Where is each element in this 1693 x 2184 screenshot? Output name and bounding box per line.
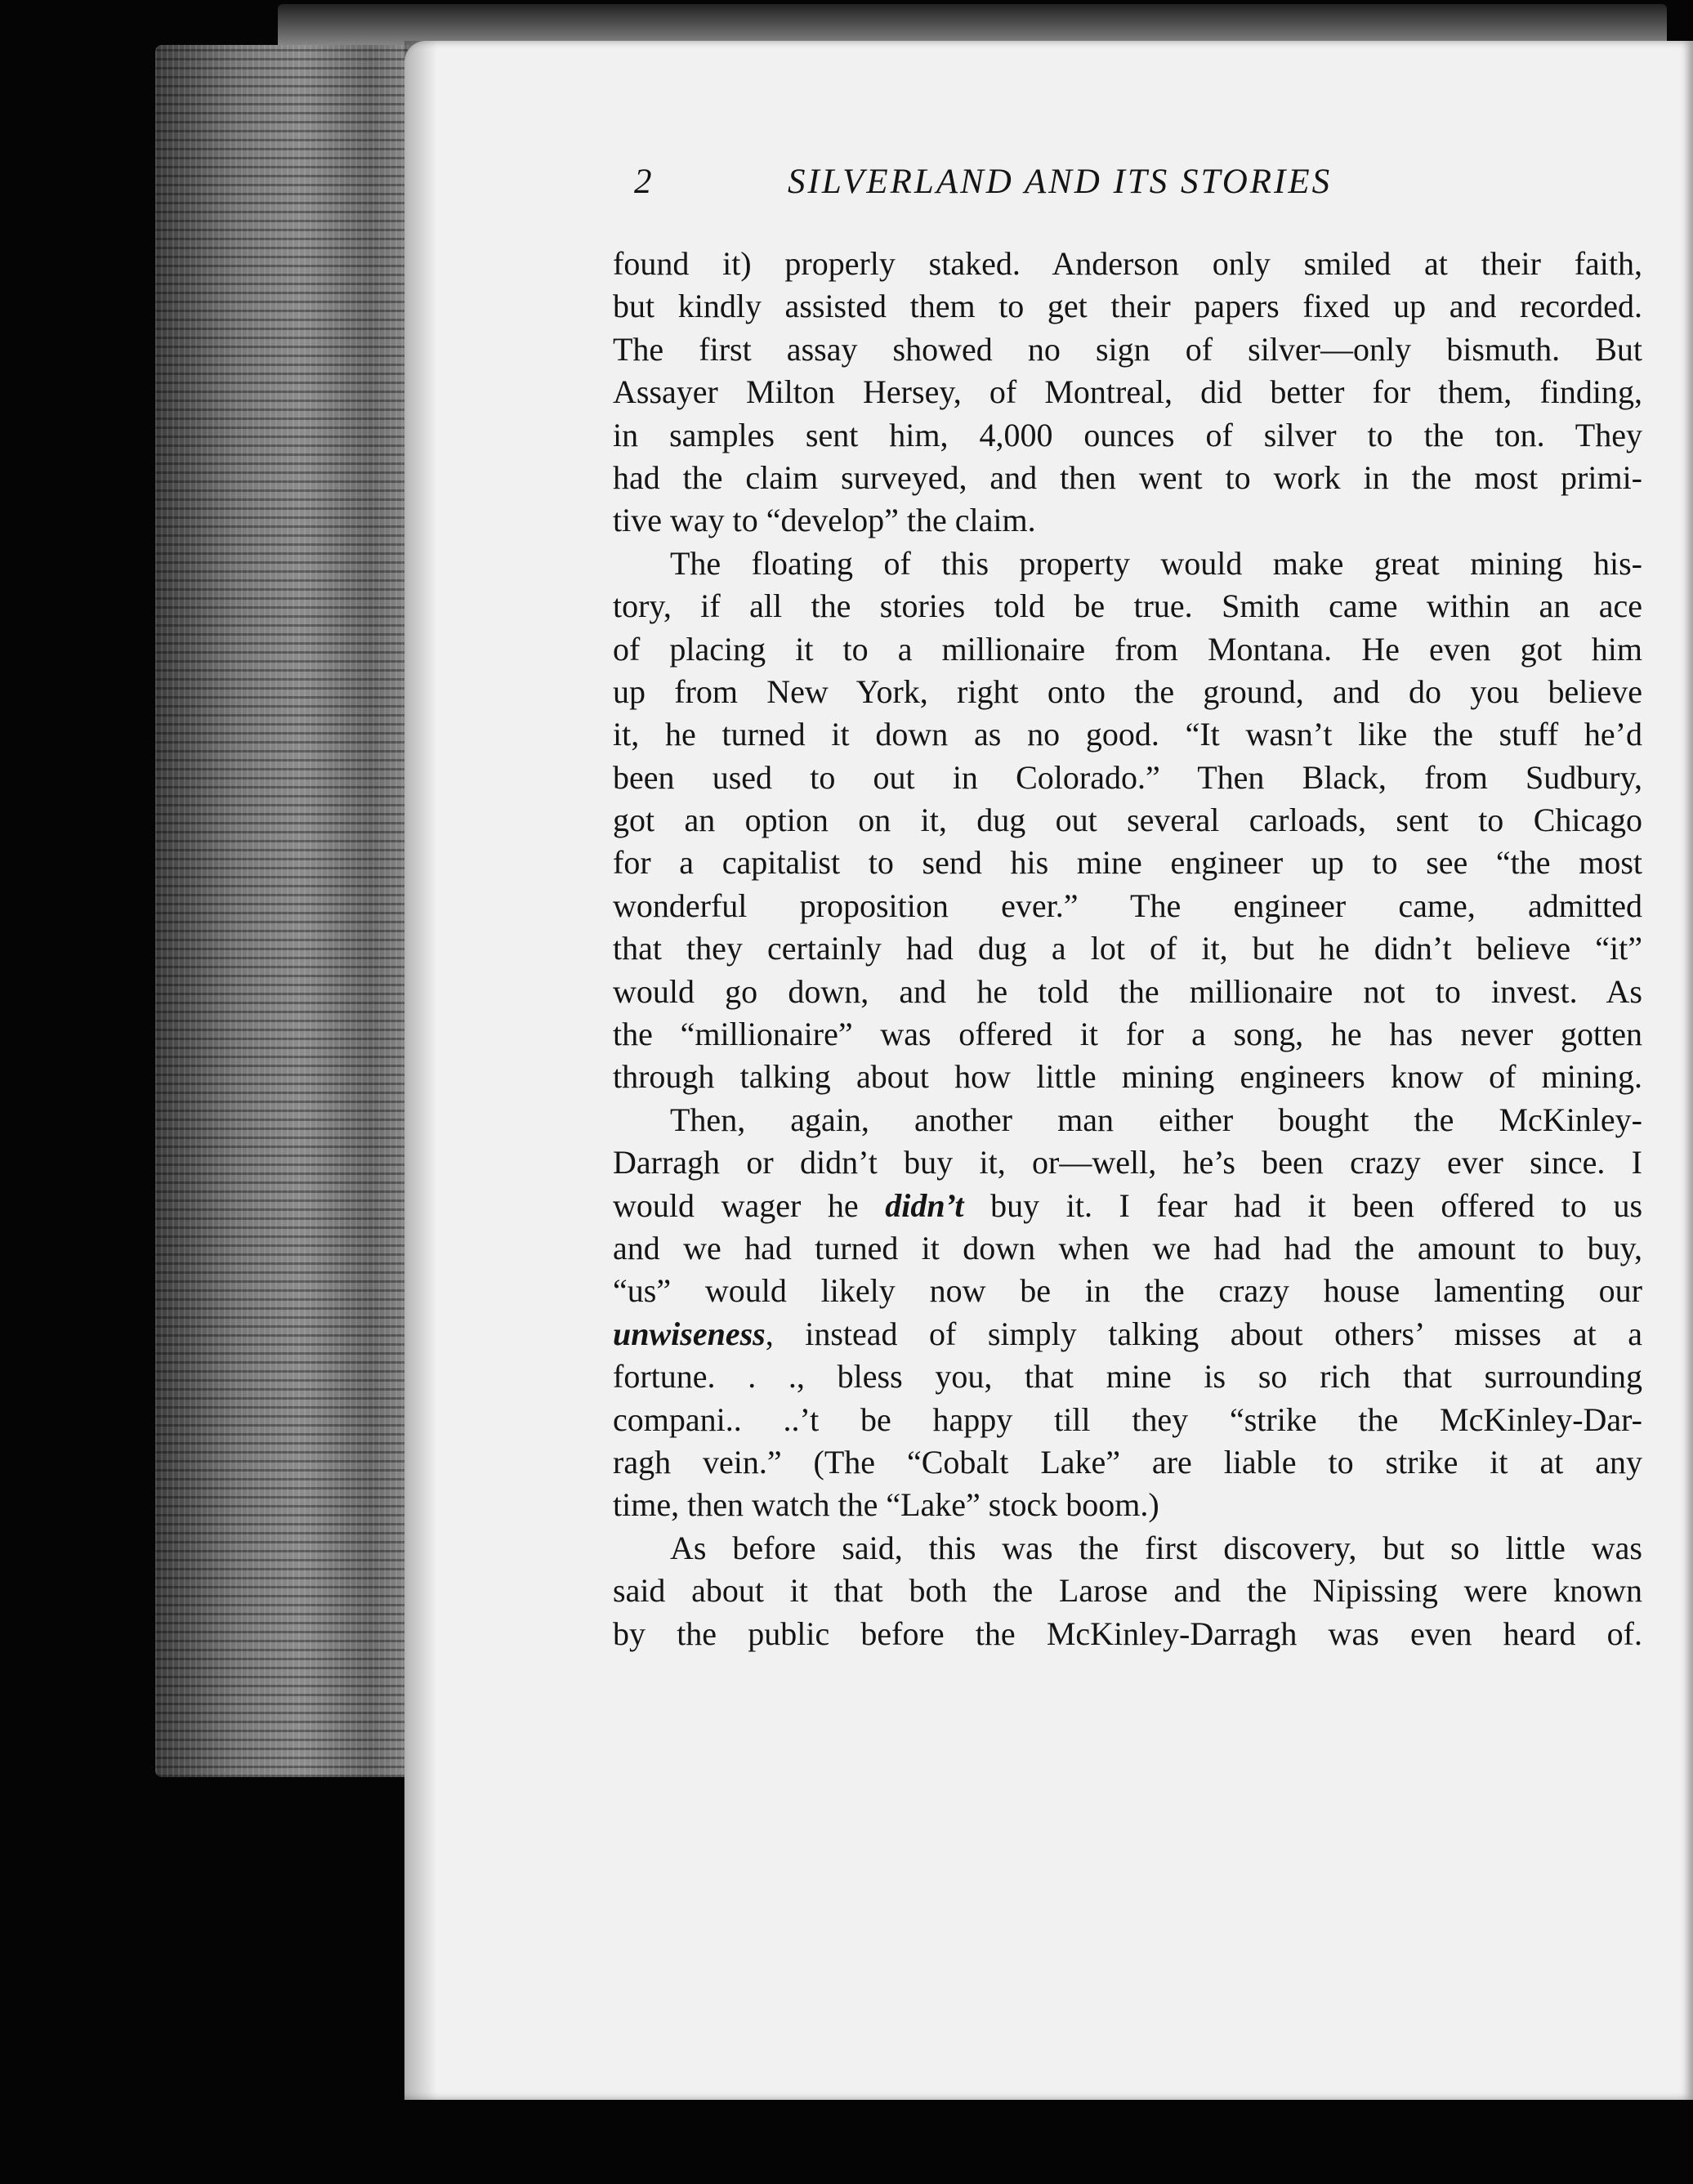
text-line: time, then watch the “Lake” stock boom.)	[613, 1486, 1159, 1524]
text-line: got an option on it, dug out several carloads, sent to Chicago	[613, 802, 1642, 839]
page-number: 2	[634, 163, 654, 201]
text-line: Darragh or didn’t buy it, or—well, he’s been crazy ever since. I	[613, 1144, 1642, 1181]
text-line: for a capitalist to send his mine engineer up to see “the most	[613, 844, 1642, 882]
emphasis-text: unwiseness	[613, 1315, 766, 1352]
text-line: of placing it to a millionaire from Montana. He even got him	[613, 630, 1642, 668]
text-line: but kindly assisted them to get their papers fixed up and recorded.	[613, 288, 1642, 325]
text-line	[613, 1313, 1642, 1356]
text-line: and we had turned it down when we had had the amount to buy,	[613, 1229, 1642, 1266]
text-line: Assayer Milton Hersey, of Montreal, did better for them, finding,	[613, 373, 1642, 411]
text-line: that they certainly had dug a lot of it, but he didn’t believe “it”	[613, 930, 1642, 967]
text-line: said about it that both the Larose and the Nipissing were known	[613, 1572, 1642, 1610]
text-line: the “millionaire” was offered it for a song, he has never gotten	[613, 1016, 1642, 1053]
page-body-text	[613, 243, 1642, 1655]
text-line: The first assay showed no sign of silver—only bismuth. But	[613, 330, 1642, 368]
text-line: As before said, this was the first discovery, but so little was	[670, 1529, 1642, 1566]
text-line: up from New York, right onto the ground, and do you believe	[613, 672, 1642, 710]
running-title: SILVERLAND AND ITS STORIES	[788, 163, 1333, 201]
page-header	[634, 162, 1500, 219]
text-run: , instead of simply talking about others’ misses at a	[765, 1315, 1642, 1352]
text-line: been used to out in Colorado.” Then Black, from Sudbury,	[613, 758, 1642, 796]
emphasis-text: didn’t	[885, 1186, 964, 1224]
text-line: fortune. . ., bless you, that mine is so rich that surrounding	[613, 1358, 1642, 1396]
text-line: by the public before the McKinley-Darragh was even heard of.	[613, 1615, 1642, 1652]
scan-bottom-margin	[0, 2103, 1693, 2184]
text-line: Then, again, another man either bought the McKinley-	[670, 1101, 1642, 1138]
text-line: would go down, and he told the millionaire not to invest. As	[613, 972, 1642, 1010]
text-line: through talking about how little mining engineers know of mining.	[613, 1058, 1642, 1096]
text-line	[613, 1185, 1642, 1227]
text-line: in samples sent him, 4,000 ounces of silver to the ton. They	[613, 416, 1642, 453]
page-gutter-shadow	[404, 41, 437, 2100]
book-page-edges	[155, 45, 425, 1777]
text-line: it, he turned it down as no good. “It wasn’t like the stuff he’d	[613, 716, 1642, 753]
text-run: buy it. I fear had it been offered to us	[963, 1186, 1643, 1224]
text-line: compani.. ..’t be happy till they “strike the McKinley-Dar-	[613, 1400, 1642, 1438]
text-line: tory, if all the stories told be true. Smith came within an ace	[613, 587, 1642, 625]
text-line: The floating of this property would make great mining his-	[670, 544, 1642, 582]
text-line: found it) properly staked. Anderson only smiled at their faith,	[613, 245, 1642, 282]
text-line: tive way to “develop” the claim.	[613, 502, 1036, 539]
text-run: would wager he	[613, 1186, 886, 1224]
text-line: “us” would likely now be in the crazy house lamenting our	[613, 1272, 1642, 1310]
text-line: ragh vein.” (The “Cobalt Lake” are liable to strike it at any	[613, 1443, 1642, 1481]
text-line: wonderful proposition ever.” The engineer came, admitted	[613, 887, 1642, 924]
text-line: had the claim surveyed, and then went to work in the most primi-	[613, 458, 1642, 496]
